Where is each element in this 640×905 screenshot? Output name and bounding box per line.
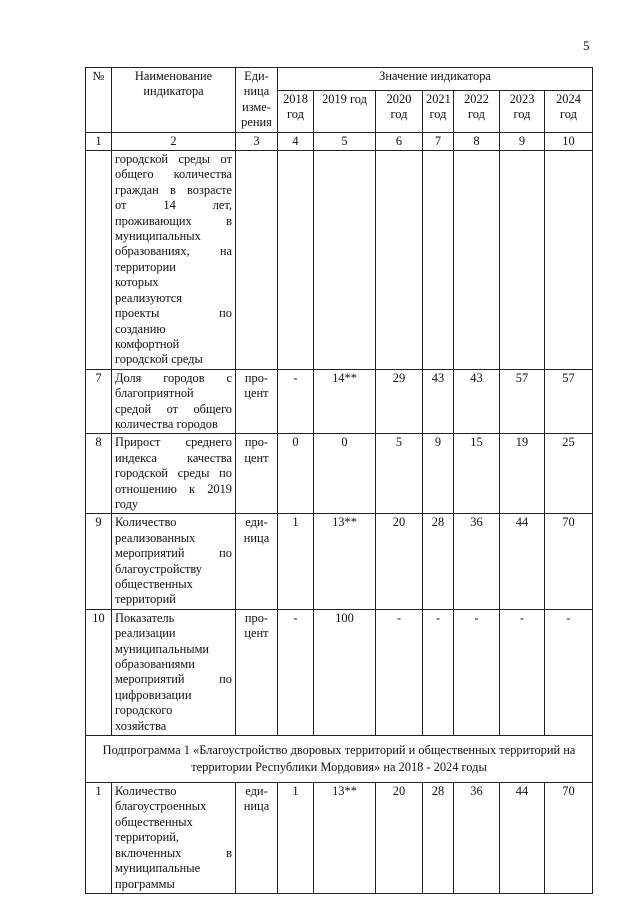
cell-line: благоустроенных [115,799,207,814]
cell-line: комфортной [115,336,180,351]
indicator-value: 5 [376,434,423,514]
cell-line: от 14 лет, [115,198,232,213]
indicator-value: 9 [423,434,454,514]
indicator-value: 19 [500,434,545,514]
cell-line: Количество [115,784,177,799]
cell-line: Прирост среднего [115,435,232,450]
indicator-value: - [500,609,545,735]
indicator-name [112,514,236,609]
indicator-value: 43 [454,369,500,434]
cell-line: количества городов [115,416,218,431]
cell-line: реализации [115,626,176,641]
indicator-value: 20 [376,783,423,894]
header-unit: Еди-ница изме-рения [236,68,278,133]
cell-line: муниципальных [115,229,201,244]
indicator-value: 20 [376,514,423,609]
cell-line: муниципальными [115,641,210,656]
cell-line: проживающих в [115,213,232,228]
header-year: 2020 год [376,91,423,133]
cell-line: городской среды [115,352,203,367]
indicator-value: 36 [454,783,500,894]
indicator-value [278,151,314,370]
unit-line: цент [244,386,269,401]
indicator-value: 36 [454,514,500,609]
subprogram-title-line: территории Республики Мордовия» на 2018 - 2024 годы [191,760,487,775]
indicator-rows [86,151,593,736]
indicator-value: 57 [545,369,593,434]
cell-line: Показатель [115,610,175,625]
cell-line: муниципальные [115,861,201,876]
table-row [86,783,593,894]
cell-line: включенных в [115,845,232,860]
header-year: 2023 год [500,91,545,133]
subprogram-rows [86,783,593,894]
cell-line: цифровизации [115,687,192,702]
unit-line: про- [244,435,269,450]
unit-line: цент [244,450,269,465]
cell-line: общественных [115,577,193,591]
cell-line: городской среды от [115,152,232,167]
indicator-unit [236,609,278,735]
indicator-value [376,151,423,370]
table-row [86,369,593,434]
unit-line: ница [243,799,270,814]
cell-line: программы [115,876,175,891]
indicator-value: 28 [423,514,454,609]
row-number: 1 [86,783,112,894]
cell-line: мероприятий по [115,672,232,687]
indicator-value: 70 [545,783,593,894]
indicator-value: - [454,609,500,735]
indicator-value: 13** [314,514,376,609]
indicator-value: 100 [314,609,376,735]
indicator-value: 44 [500,783,545,894]
header-name: Наименование индикатора [112,68,236,133]
header-year: 2021 год [423,91,454,133]
header-year: 2024 год [545,91,593,133]
cell-line: территорий, [115,830,179,845]
header-year: 2022 год [454,91,500,133]
indicator-value [500,151,545,370]
table-row [86,151,593,370]
column-number: 1 [86,132,112,150]
indicator-value: 1 [278,783,314,894]
cell-line: отношению к 2019 [115,481,232,496]
cell-line: городского [115,703,173,718]
cell-line: созданию [115,321,166,336]
unit-line: про- [244,610,269,625]
unit-line: еди- [245,784,268,799]
cell-line: общего количества [115,167,232,182]
unit-line: цент [244,626,269,641]
indicator-value [314,151,376,370]
column-number: 5 [314,132,376,150]
indicator-value [423,151,454,370]
indicator-value: 57 [500,369,545,434]
cell-line: году [115,496,139,511]
indicator-name [112,369,236,434]
column-number: 7 [423,132,454,150]
cell-line: образованиях, на [115,244,232,259]
indicator-value: - [376,609,423,735]
column-number: 8 [454,132,500,150]
row-number: 8 [86,434,112,514]
indicator-value: 1 [278,514,314,609]
indicator-unit [236,151,278,370]
cell-line: граждан в возрасте [115,182,232,197]
cell-line: проекты по [115,306,232,321]
column-number: 6 [376,132,423,150]
row-number: 7 [86,369,112,434]
unit-line: еди- [245,515,268,530]
cell-line: территории [115,259,176,274]
header-year: 2019 год [314,91,376,133]
indicator-value: 13** [314,783,376,894]
indicator-value: 44 [500,514,545,609]
indicator-value: - [278,609,314,735]
indicator-name [112,434,236,514]
indicator-value: 70 [545,514,593,609]
row-number: 9 [86,514,112,609]
column-number: 10 [545,132,593,150]
indicator-unit [236,514,278,609]
indicator-table [85,67,593,894]
indicator-unit [236,783,278,894]
column-number: 3 [236,132,278,150]
cell-line: городской среды по [115,466,232,481]
indicator-value: 25 [545,434,593,514]
cell-line: общественных [115,814,193,829]
cell-line: средой от общего [115,401,232,416]
row-number [86,151,112,370]
cell-line: которых [115,275,159,290]
cell-line: Количество [115,515,177,530]
cell-line: мероприятий по [115,546,232,561]
subprogram-title-line: Подпрограмма 1 «Благоустройство дворовых территорий и общественных территорий на [102,743,576,758]
indicator-value: 0 [278,434,314,514]
indicator-value: 28 [423,783,454,894]
page-number: 5 [583,38,590,53]
cell-line: реализованных [115,530,196,545]
cell-line: реализуются [115,290,182,305]
column-number: 4 [278,132,314,150]
indicator-value: 43 [423,369,454,434]
column-numbers-row [86,132,593,150]
cell-line: Доля городов с [115,370,232,385]
table-row [86,609,593,735]
unit-line: про- [244,370,269,385]
indicator-value [545,151,593,370]
indicator-unit [236,434,278,514]
column-number: 9 [500,132,545,150]
row-number: 10 [86,609,112,735]
cell-line: хозяйства [115,718,167,733]
header-values: Значение индикатора [278,68,593,91]
indicator-unit [236,369,278,434]
indicator-value [454,151,500,370]
unit-line: ница [243,530,270,545]
indicator-value: 0 [314,434,376,514]
cell-line: благоприятной [115,386,194,401]
indicator-value: 29 [376,369,423,434]
table-row [86,514,593,609]
cell-line: образованиями [115,657,195,672]
indicator-name [112,151,236,370]
column-number: 2 [112,132,236,150]
indicator-value: - [278,369,314,434]
cell-line: благоустройству [115,561,202,576]
indicator-name [112,783,236,894]
indicator-name [112,609,236,735]
header-num: № [86,68,112,133]
cell-line: индекса качества [115,450,232,465]
header-year: 2018 год [278,91,314,133]
indicator-value: 14** [314,369,376,434]
table-row [86,434,593,514]
indicator-value: - [545,609,593,735]
indicator-value: - [423,609,454,735]
cell-line: территорий [115,592,176,607]
indicator-value: 15 [454,434,500,514]
subprogram-title [86,736,593,783]
